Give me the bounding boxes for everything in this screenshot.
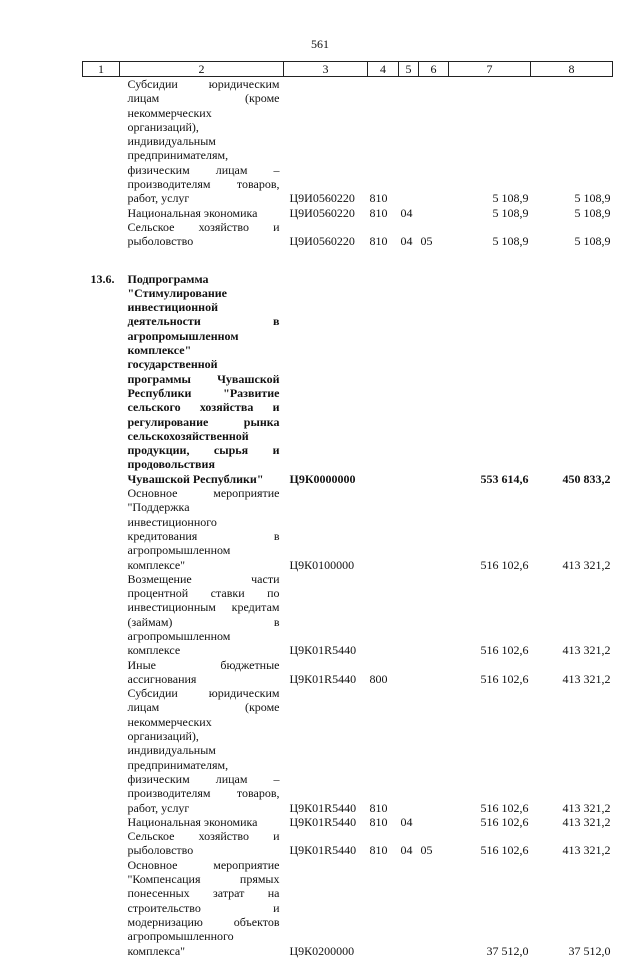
column-header: 3	[284, 62, 368, 77]
table-row	[83, 829, 613, 858]
row-col-8: 5 108,9	[574, 205, 611, 220]
row-code: Ц9К01R5440	[289, 800, 357, 815]
row-col-4	[368, 249, 399, 486]
row-col-5: 04	[400, 814, 413, 829]
row-number	[83, 77, 120, 206]
column-header: 2	[120, 62, 284, 77]
table-row	[83, 77, 613, 206]
row-col-7: 553 614,6	[480, 471, 529, 486]
row-code: Ц9К01R5440	[289, 643, 357, 658]
row-code: Ц9К01R5440	[289, 843, 357, 858]
row-name: Субсидии юридическим лицам (кроме некоммерческих организаций), индивидуальным предпринимателям, физическим лицам – производителям товаров, работ, услуг	[127, 686, 280, 815]
table-row	[83, 686, 613, 815]
row-col-6: 05	[420, 234, 433, 249]
table-row	[83, 249, 613, 486]
row-col-7: 37 512,0	[486, 943, 529, 958]
row-code: Ц9К0200000	[289, 943, 355, 958]
row-col-6	[419, 858, 449, 958]
table-row	[83, 815, 613, 829]
row-number	[83, 658, 120, 687]
row-number	[83, 220, 120, 249]
row-name: Сельское хозяйство и рыболовство	[127, 829, 280, 858]
table-row	[83, 486, 613, 572]
row-number	[83, 206, 120, 220]
row-col-4: 810	[369, 814, 388, 829]
row-col-4	[368, 486, 399, 572]
row-col-7: 516 102,6	[480, 800, 529, 815]
row-col-5	[399, 249, 419, 486]
row-col-5	[399, 77, 419, 206]
row-name: Иные бюджетные ассигнования	[127, 657, 280, 686]
row-col-8: 413 321,2	[562, 671, 611, 686]
row-number	[83, 572, 120, 658]
table-row	[83, 206, 613, 220]
row-col-8: 5 108,9	[574, 191, 611, 206]
row-number: 13.6.	[90, 271, 115, 286]
row-col-4: 810	[369, 843, 388, 858]
column-header: 4	[368, 62, 399, 77]
row-col-4: 810	[369, 191, 388, 206]
row-col-8: 413 321,2	[562, 800, 611, 815]
row-code: Ц9К01R5440	[289, 671, 357, 686]
row-col-8: 5 108,9	[574, 234, 611, 249]
row-col-4	[368, 572, 399, 658]
budget-table	[82, 61, 613, 958]
row-col-8: 413 321,2	[562, 814, 611, 829]
row-code: Ц9К0000000	[289, 471, 356, 486]
row-col-5	[399, 486, 419, 572]
row-col-8: 413 321,2	[562, 843, 611, 858]
row-number	[83, 686, 120, 815]
table-row	[83, 572, 613, 658]
row-col-6	[419, 572, 449, 658]
row-col-8: 37 512,0	[568, 943, 611, 958]
row-col-5: 04	[400, 843, 413, 858]
row-name: Основное мероприятие "Поддержка инвестиционного кредитования в агропромышленном комплексе"	[127, 486, 280, 572]
row-number	[83, 815, 120, 829]
row-col-5	[399, 858, 419, 958]
row-col-5	[399, 572, 419, 658]
column-header: 7	[449, 62, 531, 77]
row-code: Ц9К0100000	[289, 557, 355, 572]
row-name: Подпрограмма "Стимулирование инвестиционной деятельности в агропромышленном комплексе" государственной программы Чувашской Республики "Развитие сельского хозяйства и регулирование рынка сельскохозяйственной продукции, сырья и продовольствия Чувашской Республики"	[127, 271, 280, 486]
row-col-7: 5 108,9	[492, 234, 529, 249]
column-header: 1	[83, 62, 120, 77]
row-col-4: 810	[369, 205, 388, 220]
row-number	[83, 829, 120, 858]
row-col-4: 800	[369, 671, 388, 686]
row-name: Сельское хозяйство и рыболовство	[127, 219, 280, 249]
column-header: 8	[531, 62, 613, 77]
row-col-7: 5 108,9	[492, 191, 529, 206]
row-number	[83, 858, 120, 958]
row-col-6	[419, 206, 449, 220]
row-col-5: 04	[400, 234, 413, 249]
row-col-7: 5 108,9	[492, 205, 529, 220]
row-code: Ц9И0560220	[289, 234, 355, 249]
row-name: Национальная экономика	[127, 814, 258, 829]
table-row	[83, 658, 613, 687]
table-header-row	[83, 62, 613, 77]
row-col-5	[399, 658, 419, 687]
row-col-6	[419, 77, 449, 206]
row-col-5: 04	[400, 205, 413, 220]
row-code: Ц9И0560220	[289, 205, 355, 220]
row-col-8: 413 321,2	[562, 557, 611, 572]
table-row	[83, 858, 613, 958]
row-col-7: 516 102,6	[480, 671, 529, 686]
row-col-6	[419, 815, 449, 829]
page-number: 561	[311, 37, 329, 51]
row-col-7: 516 102,6	[480, 643, 529, 658]
row-col-5	[399, 686, 419, 815]
row-name: Основное мероприятие "Компенсация прямых понесенных затрат на строительство и модернизацию объектов агропромышленного комплекса"	[127, 857, 280, 958]
row-col-6	[419, 249, 449, 486]
row-col-6: 05	[420, 843, 433, 858]
row-number	[83, 486, 120, 572]
column-header: 5	[399, 62, 419, 77]
row-col-4: 810	[369, 234, 388, 249]
row-col-7: 516 102,6	[480, 843, 529, 858]
row-col-4	[368, 858, 399, 958]
row-code: Ц9И0560220	[289, 191, 355, 206]
row-code: Ц9К01R5440	[289, 814, 357, 829]
row-name: Возмещение части процентной ставки по инвестиционным кредитам (займам) в агропромышленном комплексе	[127, 571, 280, 658]
row-col-6	[419, 486, 449, 572]
row-col-4: 810	[369, 800, 388, 815]
table-row	[83, 220, 613, 249]
row-name: Национальная экономика	[127, 205, 258, 220]
row-col-7: 516 102,6	[480, 814, 529, 829]
row-col-8: 413 321,2	[562, 643, 611, 658]
column-header: 6	[419, 62, 449, 77]
row-col-6	[419, 658, 449, 687]
row-col-7: 516 102,6	[480, 557, 529, 572]
row-col-8: 450 833,2	[562, 471, 611, 486]
row-name: Субсидии юридическим лицам (кроме некоммерческих организаций), индивидуальным предпринимателям, физическим лицам – производителям товаров, работ, услуг	[127, 77, 280, 206]
row-col-6	[419, 686, 449, 815]
